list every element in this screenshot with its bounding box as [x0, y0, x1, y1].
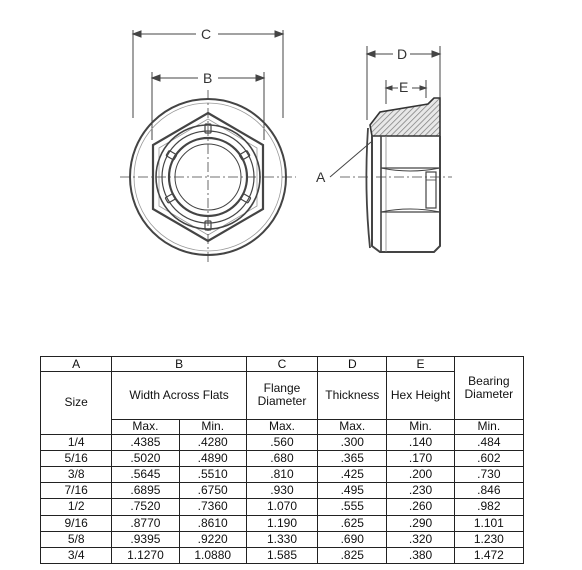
cell-b-max: .5020: [112, 450, 179, 466]
cell-b-max: 1.1270: [112, 547, 179, 563]
cell-thickness: .825: [318, 547, 387, 563]
cell-size: 3/4: [41, 547, 112, 563]
cell-b-max: .4385: [112, 434, 179, 450]
cell-flange-diameter: .930: [246, 483, 317, 499]
cell-b-min: .8610: [179, 515, 246, 531]
cell-b-min: .9220: [179, 531, 246, 547]
cell-thickness: .425: [318, 467, 387, 483]
table-row: [41, 434, 524, 450]
letter-row: [41, 357, 524, 372]
cell-thickness: .555: [318, 499, 387, 515]
cell-b-min: .4890: [179, 450, 246, 466]
header-width-across-flats: Width Across Flats: [112, 372, 247, 419]
table-row: [41, 531, 524, 547]
cell-b-max: .8770: [112, 515, 179, 531]
header-bearing-diameter: Bearing Diameter: [454, 357, 523, 420]
cell-hex-height: .380: [387, 547, 454, 563]
cell-flange-diameter: .680: [246, 450, 317, 466]
cell-b-min: 1.0880: [179, 547, 246, 563]
cell-b-max: .6895: [112, 483, 179, 499]
dimensions-table: [40, 356, 524, 564]
cell-size: 9/16: [41, 515, 112, 531]
cell-hex-height: .320: [387, 531, 454, 547]
front-view: [120, 30, 296, 264]
unit-bearing: Min.: [454, 419, 523, 434]
cell-hex-height: .170: [387, 450, 454, 466]
cell-bearing-diameter: 1.101: [454, 515, 523, 531]
cell-size: 1/2: [41, 499, 112, 515]
unit-e: Min.: [387, 419, 454, 434]
cell-size: 3/8: [41, 467, 112, 483]
cell-flange-diameter: .810: [246, 467, 317, 483]
side-view: [330, 46, 452, 252]
cell-bearing-diameter: .982: [454, 499, 523, 515]
label-e: E: [399, 79, 409, 95]
letter-e: E: [387, 357, 454, 372]
cell-b-min: .4280: [179, 434, 246, 450]
letter-a: A: [41, 357, 112, 372]
cell-thickness: .495: [318, 483, 387, 499]
cell-size: 5/16: [41, 450, 112, 466]
cell-b-max: .5645: [112, 467, 179, 483]
table-row: [41, 547, 524, 563]
header-flange-diameter: Flange Diameter: [246, 372, 317, 419]
cell-size: 7/16: [41, 483, 112, 499]
cell-b-min: .7360: [179, 499, 246, 515]
letter-c: C: [246, 357, 317, 372]
cell-thickness: .625: [318, 515, 387, 531]
cell-thickness: .365: [318, 450, 387, 466]
cell-bearing-diameter: .846: [454, 483, 523, 499]
unit-b-min: Min.: [179, 419, 246, 434]
table-row: [41, 515, 524, 531]
unit-d: Max.: [318, 419, 387, 434]
cell-size: 5/8: [41, 531, 112, 547]
cell-bearing-diameter: .730: [454, 467, 523, 483]
cell-flange-diameter: 1.585: [246, 547, 317, 563]
unit-c: Max.: [246, 419, 317, 434]
table-row: [41, 499, 524, 515]
cell-flange-diameter: 1.190: [246, 515, 317, 531]
cell-size: 1/4: [41, 434, 112, 450]
cell-b-min: .5510: [179, 467, 246, 483]
units-row: [41, 419, 524, 434]
table-row: [41, 467, 524, 483]
header-thickness: Thickness: [318, 372, 387, 419]
cell-bearing-diameter: 1.472: [454, 547, 523, 563]
cell-hex-height: .290: [387, 515, 454, 531]
cell-thickness: .300: [318, 434, 387, 450]
cell-flange-diameter: .560: [246, 434, 317, 450]
cell-bearing-diameter: 1.230: [454, 531, 523, 547]
cell-flange-diameter: 1.070: [246, 499, 317, 515]
cell-bearing-diameter: .602: [454, 450, 523, 466]
cell-bearing-diameter: .484: [454, 434, 523, 450]
header-size: Size: [41, 372, 112, 435]
header-hex-height: Hex Height: [387, 372, 454, 419]
label-d: D: [397, 46, 408, 62]
header-row: [41, 372, 524, 419]
cell-hex-height: .230: [387, 483, 454, 499]
cell-hex-height: .140: [387, 434, 454, 450]
letter-b: B: [112, 357, 247, 372]
cell-b-max: .7520: [112, 499, 179, 515]
table-row: [41, 483, 524, 499]
label-b: B: [203, 70, 213, 86]
cell-flange-diameter: 1.330: [246, 531, 317, 547]
cell-b-max: .9395: [112, 531, 179, 547]
label-a: A: [316, 169, 326, 185]
cell-hex-height: .200: [387, 467, 454, 483]
letter-d: D: [318, 357, 387, 372]
unit-b-max: Max.: [112, 419, 179, 434]
label-c: C: [201, 26, 212, 42]
cell-thickness: .690: [318, 531, 387, 547]
cell-hex-height: .260: [387, 499, 454, 515]
table-row: [41, 450, 524, 466]
cell-b-min: .6750: [179, 483, 246, 499]
